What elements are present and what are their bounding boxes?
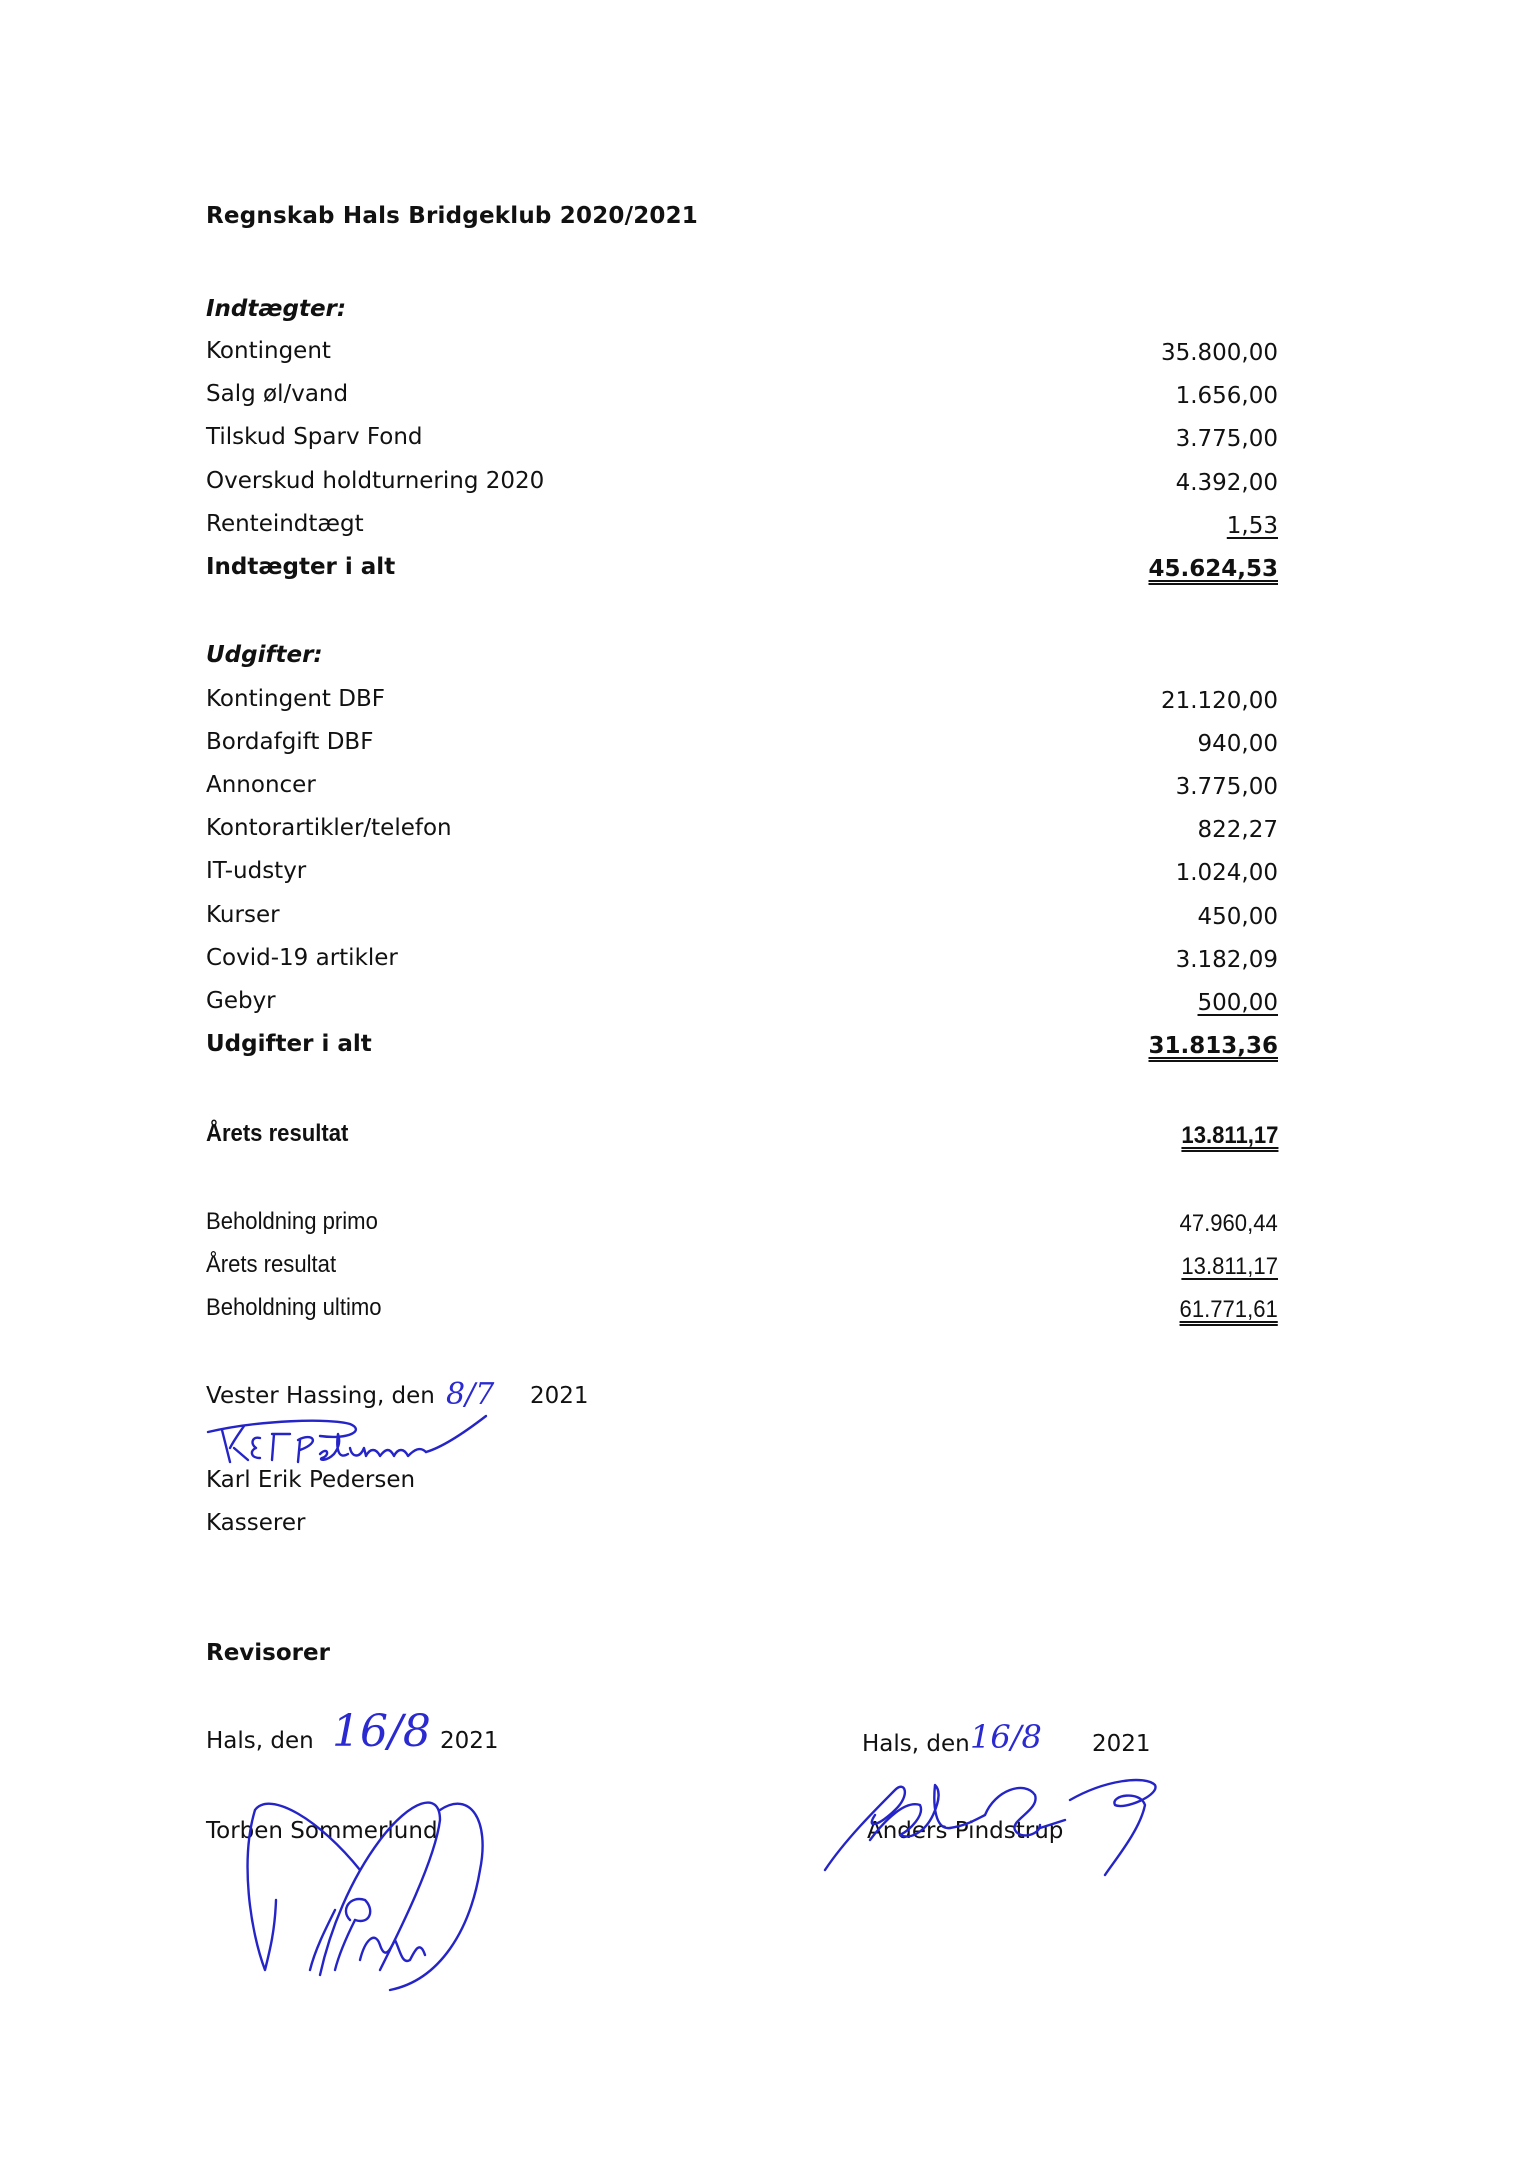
income-total-row xyxy=(206,554,1278,588)
auditor-right-signature xyxy=(815,1760,1195,1890)
document-title: Regnskab Hals Bridgeklub 2020/2021 xyxy=(206,203,699,229)
row-label: Covid-19 artikler xyxy=(206,945,398,971)
expense-row xyxy=(206,772,1278,806)
row-amount: 500,00 xyxy=(1197,990,1278,1016)
row-amount: 940,00 xyxy=(1197,731,1278,757)
treasurer-signature xyxy=(200,1410,520,1470)
expense-row xyxy=(206,815,1278,849)
auditor-right-place: Hals, den xyxy=(862,1731,970,1757)
income-total-label: Indtægter i alt xyxy=(206,554,396,580)
row-amount: 3.182,09 xyxy=(1175,947,1278,973)
row-amount: 21.120,00 xyxy=(1160,688,1278,714)
row-amount: 47.960,44 xyxy=(1179,1210,1278,1237)
expense-row xyxy=(206,945,1278,979)
row-label: Beholdning primo xyxy=(206,1208,378,1235)
row-amount: 35.800,00 xyxy=(1160,340,1278,366)
income-row xyxy=(206,511,1278,545)
expense-row xyxy=(206,902,1278,936)
auditors-heading: Revisorer xyxy=(206,1640,330,1666)
row-amount: 3.775,00 xyxy=(1175,426,1278,452)
expenses-total-label: Udgifter i alt xyxy=(206,1031,372,1057)
balance-row xyxy=(206,1208,1278,1242)
auditor-left-handwritten-date: 16/8 xyxy=(332,1706,431,1757)
auditor-left-year: 2021 xyxy=(440,1728,499,1754)
auditor-right-year: 2021 xyxy=(1092,1731,1151,1757)
expense-row xyxy=(206,686,1278,720)
auditor-left-place: Hals, den xyxy=(206,1728,314,1754)
income-row xyxy=(206,468,1278,502)
treasurer-place: Vester Hassing, den xyxy=(206,1383,435,1409)
treasurer-handwritten-date: 8/7 xyxy=(446,1377,495,1412)
row-amount: 1,53 xyxy=(1226,513,1278,539)
row-amount: 1.656,00 xyxy=(1175,383,1278,409)
row-label: Årets resultat xyxy=(206,1251,337,1278)
row-label: Beholdning ultimo xyxy=(206,1294,382,1321)
row-amount: 450,00 xyxy=(1197,904,1278,930)
income-row xyxy=(206,381,1278,415)
row-amount: 1.024,00 xyxy=(1175,860,1278,886)
row-label: Kurser xyxy=(206,902,280,928)
row-amount: 3.775,00 xyxy=(1175,774,1278,800)
row-amount: 822,27 xyxy=(1197,817,1278,843)
balance-row xyxy=(206,1294,1278,1328)
row-label: Tilskud Sparv Fond xyxy=(206,424,423,450)
row-label: IT-udstyr xyxy=(206,858,307,884)
expense-row xyxy=(206,988,1278,1022)
auditor-left-signature xyxy=(240,1780,560,2020)
expenses-total-amount: 31.813,36 xyxy=(1148,1033,1278,1059)
result-label: Årets resultat xyxy=(206,1120,349,1147)
result-row xyxy=(206,1120,1278,1154)
income-row xyxy=(206,338,1278,372)
balance-row xyxy=(206,1251,1278,1285)
income-total-amount: 45.624,53 xyxy=(1148,556,1278,582)
treasurer-year: 2021 xyxy=(530,1383,589,1409)
expenses-heading: Udgifter: xyxy=(206,642,323,668)
income-row xyxy=(206,424,1278,458)
treasurer-name: Karl Erik Pedersen xyxy=(206,1467,416,1493)
row-label: Kontorartikler/telefon xyxy=(206,815,452,841)
expense-row xyxy=(206,729,1278,763)
row-label: Overskud holdturnering 2020 xyxy=(206,468,545,494)
treasurer-role: Kasserer xyxy=(206,1510,306,1536)
row-label: Renteindtægt xyxy=(206,511,364,537)
auditor-right-handwritten-date: 16/8 xyxy=(970,1718,1042,1756)
row-amount: 4.392,00 xyxy=(1175,470,1278,496)
row-label: Kontingent DBF xyxy=(206,686,385,712)
row-label: Bordafgift DBF xyxy=(206,729,374,755)
row-amount: 61.771,61 xyxy=(1179,1296,1278,1323)
row-label: Kontingent xyxy=(206,338,331,364)
auditor-right-name: Anders Pindstrup xyxy=(867,1818,1064,1844)
expense-row xyxy=(206,858,1278,892)
row-label: Gebyr xyxy=(206,988,276,1014)
row-amount: 13.811,17 xyxy=(1181,1253,1278,1280)
row-label: Annoncer xyxy=(206,772,316,798)
expenses-total-row xyxy=(206,1031,1278,1065)
row-label: Salg øl/vand xyxy=(206,381,349,407)
result-amount: 13.811,17 xyxy=(1180,1122,1278,1149)
income-heading: Indtægter: xyxy=(206,296,347,322)
auditor-left-name: Torben Sommerlund xyxy=(206,1818,438,1844)
